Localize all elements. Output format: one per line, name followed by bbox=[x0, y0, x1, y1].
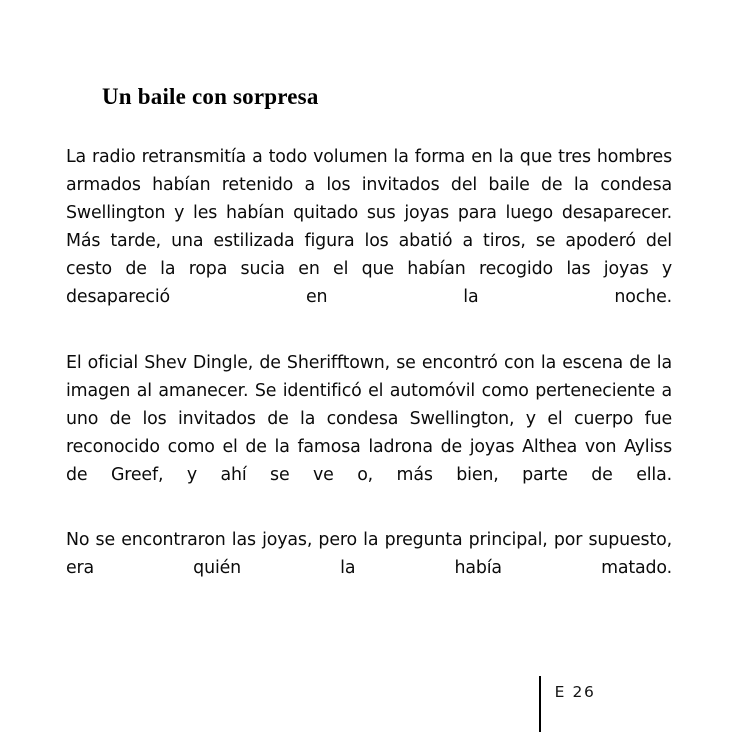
page-number-label: E 26 bbox=[554, 683, 596, 701]
footer-divider-rule bbox=[539, 676, 541, 732]
page-footer bbox=[539, 676, 595, 732]
page-title: Un baile con sorpresa bbox=[102, 84, 319, 109]
body-paragraph: La radio retransmitía a todo volumen la forma en la que tres hombres armados habían retenido a los invitados del baile de la condesa Swellington y les habían quitado sus joyas para luego desaparecer. Más tarde, una estilizada figura los abatió a tiros, se apoderó del cesto de la ropa sucia en el que habían recogido las joyas y desapareció en la noche. bbox=[66, 147, 672, 308]
body-paragraph: No se encontraron las joyas, pero la pregunta principal, por supuesto, era quién la había matado. bbox=[66, 530, 672, 579]
body-text-block bbox=[66, 143, 672, 611]
body-paragraph: El oficial Shev Dingle, de Sherifftown, se encontró con la escena de la imagen al amanecer. Se identificó el automóvil como perteneciente a uno de los invitados de la condesa Swellington, y el cuerpo fue reconocido como el de la famosa ladrona de joyas Althea von Ayliss de Greef, y ahí se ve o, más bien, parte de ella. bbox=[66, 352, 672, 486]
